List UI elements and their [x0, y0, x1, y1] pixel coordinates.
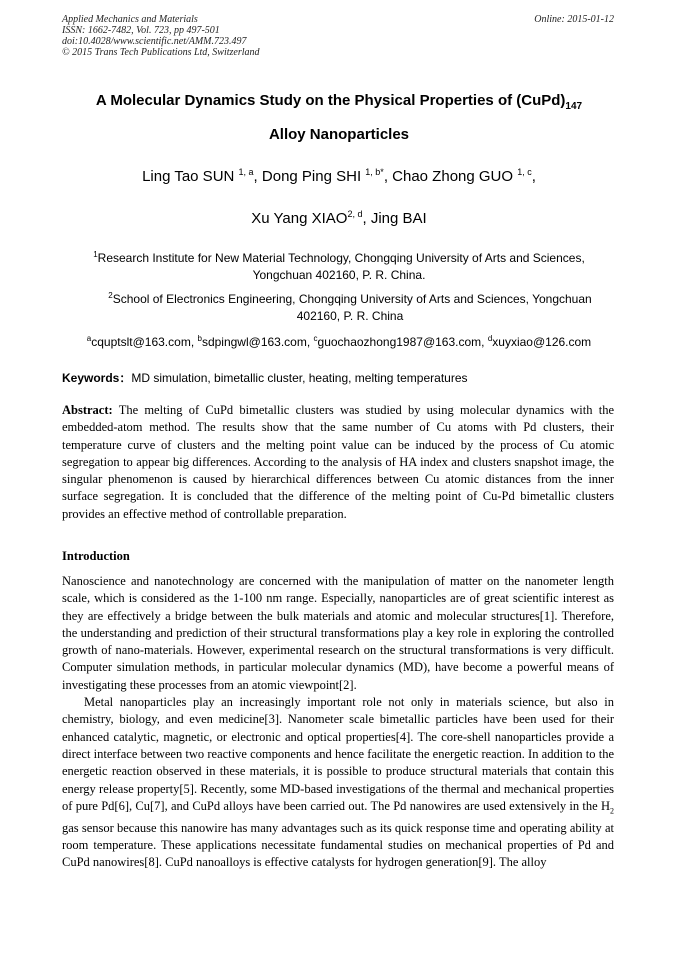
author-emails: $^a$cquptslt@163.com, $^b$sdpingwl@163.com, $^c$guochaozhong1987@163.com, $^d$xuyxiao@126.com — [86, 334, 592, 349]
email-link[interactable]: sdpingwl@163.com — [201, 335, 307, 349]
email-link[interactable]: guochaozhong1987@163.com — [317, 335, 482, 349]
keywords-text: MD simulation, bimetallic cluster, heating, melting temperatures — [131, 371, 468, 385]
keywords-label: Keywords： — [62, 371, 132, 385]
abstract-section — [62, 402, 614, 523]
author-name: Chao Zhong GUO — [392, 168, 514, 185]
author-name: Dong Ping SHI — [261, 168, 362, 185]
paper-title-line2: Alloy Nanoparticles — [268, 126, 410, 143]
intro-paragraph-1: Nanoscience and nanotechnology are concerned with the manipulation of matter on the nanometer length scale, which is considered as the 1-100 nm range. Especially, nanoparticles are of great scientific interest as they are effectively a bridge between the bulk materials and atomic and molecular structures[1]. Therefore, the understanding and prediction of their structural transformations play a key role in exploring the controlled growth of nano-materials. However, experimental research on the structural transformations is very difficult. Computer simulation methods, in particular molecular dynamics (MD), have become a powerful means of investigating these processes from an atomic viewpoint[2]. — [62, 574, 614, 692]
introduction-body — [62, 573, 614, 872]
journal-header — [62, 14, 260, 58]
email-link[interactable]: cquptslt@163.com — [91, 335, 191, 349]
doi-line: doi:10.4028/www.scientific.net/AMM.723.497 — [62, 36, 247, 47]
title-text: A Molecular Dynamics Study on the Physical Properties of (CuPd) — [95, 92, 566, 109]
title-subscript: 147 — [565, 101, 583, 112]
author-name: Xu Yang XIAO — [251, 210, 348, 227]
author-affiliation-mark: 1, a — [238, 167, 254, 177]
introduction-heading: Introduction — [62, 549, 130, 563]
abstract-text: The melting of CuPd bimetallic clusters was studied by using molecular dynamics with the embedded-atom method. The results show that the same number of Cu atoms with Pd clusters, their temperature curve of clusters and the melting point value can be induced by the process of Cu atomic segregation to appear big differences. According to the analysis of HA index and clusters snapshot image, the singular phenomenon is caused by hierarchical differences between Cu atomic distances from the inner surface segregation. It is concluded that the difference of the melting point of Cu-Pd bimetallic clusters provides an effective method of controllable preparation. — [62, 403, 614, 521]
author-line-2: Xu Yang XIAO$^{2, d}$, Jing BAI — [251, 209, 427, 227]
author-affiliation-mark: 1, b* — [365, 167, 384, 177]
intro-paragraph-2: Metal nanoparticles play an increasingly important role not only in materials science, but also in chemistry, biology, and even medicine[3]. Nanometer scale bimetallic particles have been used for their enhanced catalytic, magnetic, or electronic and optical properties[4]. The core-shell nanoparticles provide a direct interface between two reactive components and hence facilitate the energetic reaction. In addition to the energetic reaction observed in these materials, it is possible to produce structural materials that contain this energy release property[5]. Recently, some MD-based investigations of the thermal and mechanical properties of pure Pd[6], Cu[7], and CuPd alloys have been carried out. The Pd nanowires are used extensively in the $H_2$ gas sensor because this nanowire has many advantages such as its quick response time and operating ability at room temperature. These applications necessitate fundamental studies on mechanical properties of Pd and CuPd nanowires[8]. CuPd nanoalloys is effective catalysts for hydrogen generation[9]. The alloy — [62, 695, 614, 870]
author-line-1: Ling Tao SUN $^{1, a}$, Dong Ping SHI $^{1, b*}$, Chao Zhong GUO $^{1, c}$, — [142, 167, 536, 185]
online-date: Online: 2015-01-12 — [534, 14, 614, 25]
affiliation-1: $^1$Research Institute for New Material Technology, Chongqing University of Arts and Sciences, Yongchuan 402160, P. R. China. — [93, 250, 585, 282]
author-name: Ling Tao SUN — [142, 168, 235, 185]
paper-title-line1 — [40, 92, 638, 112]
affiliation-2: $^2$School of Electronics Engineering, Chongqing University of Arts and Sciences, Yongchuan 402160, P. R. China — [108, 291, 592, 323]
abstract-label: Abstract: — [62, 403, 113, 417]
copyright-line: © 2015 Trans Tech Publications Ltd, Switzerland — [62, 47, 260, 58]
keywords-line — [62, 369, 468, 386]
email-link[interactable]: xuyxiao@126.com — [492, 335, 592, 349]
author-affiliation-mark: 2, d — [347, 209, 363, 219]
issn-line: ISSN: 1662-7482, Vol. 723, pp 497-501 — [62, 25, 220, 36]
journal-name: Applied Mechanics and Materials — [62, 14, 198, 25]
author-name: Jing BAI — [370, 210, 427, 227]
author-affiliation-mark: 1, c — [517, 167, 532, 177]
